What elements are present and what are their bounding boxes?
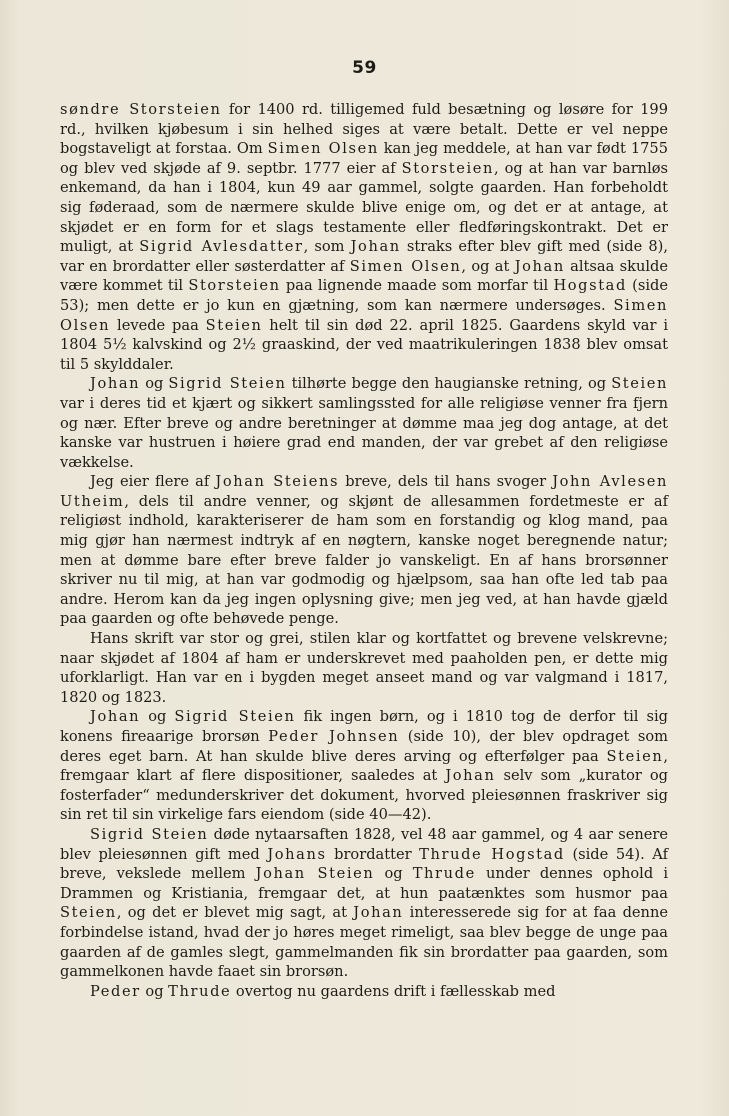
spaced-name: Simen Olsen	[267, 140, 379, 158]
spaced-name: Johan	[350, 238, 401, 256]
spaced-name: Johan	[353, 904, 404, 922]
paragraph	[60, 100, 668, 374]
spaced-name: Storsteien	[188, 277, 281, 295]
spaced-name: Johan	[90, 375, 141, 393]
text-run: for 1400 rd. tilligemed fuld besætning og løsøre for 199 rd., hvilken kjøbesum i sin helhed siges at være betalt. Dette er vel neppe bogstaveligt at forstaa. Om	[60, 101, 668, 158]
paragraph	[60, 374, 668, 472]
paragraph	[60, 707, 668, 825]
text-run: Hans skrift var stor og grei, stilen klar og kortfattet og brevene velskrevne; naar skjødet af 1804 af ham er underskrevet med paaholden pen, er dette mig uforklarligt. Han var en i bygden meget anseet mand og var valgmand i 1817, 1820 og 1823.	[60, 630, 668, 706]
text-run: , og at	[461, 257, 515, 275]
text-run: fik ingen børn, og i 1810 tog de derfor til sig konens fireaarige brorsøn	[60, 708, 668, 745]
text-run: under dennes ophold i Drammen og Kristiania, fremgaar det, at hun paatænktes som husmor paa	[60, 865, 668, 902]
paragraph	[60, 472, 668, 629]
spaced-name: Sigrid Steien	[174, 708, 296, 726]
text-run: og	[140, 708, 175, 726]
spaced-name: søndre Storsteien	[60, 101, 222, 118]
text-run: helt til sin død 22. april 1825. Gaardens skyld var i 1804 5½ kalvskind og 2½ graaskind, der ved maatrikuleringen 1838 blev omsat til 5 skylddaler.	[60, 316, 669, 373]
text-run: tilhørte begge den haugianske retning, og	[286, 375, 612, 393]
spaced-name: Peder Johnsen	[268, 728, 400, 745]
text-run: kan jeg meddele, at han var født 1755 og blev ved skjøde af 9. septbr. 1777 eier af	[60, 140, 668, 177]
spaced-name: Peder	[90, 982, 141, 1000]
text-run: straks efter blev gift med (side 8), var en brordatter eller søsterdatter af	[60, 238, 669, 275]
spaced-name: Hogstad	[553, 277, 627, 295]
text-run: var i deres tid et kjært og sikkert samlingssted for alle religiøse venner fra fjern og nær. Efter breve og andre beretninger at dømme maa jeg dog antage, at det kanske var hustruen i høiere grad end manden, der var grebet af den religiøse vækkelse.	[60, 394, 668, 471]
paragraph	[60, 982, 668, 1002]
text-run: brordatter	[326, 845, 420, 863]
spaced-name: Steien	[606, 747, 664, 765]
text-run: (side 53); men dette er jo kun en gjætning, som kan nærmere undersøges.	[60, 277, 669, 314]
text-run: selv som „kurator og fosterfader“ medunderskriver det dokument, hvorved pleiesønnen fraskriver sig sin ret til sin virkelige fars eiendom (side 40—42).	[60, 767, 668, 824]
text-run: , fremgaar klart af flere dispositioner, saaledes at	[60, 747, 668, 785]
spaced-name: Steien	[611, 375, 669, 393]
spaced-name: Johan Steien	[255, 865, 375, 883]
spaced-name: Storsteien	[401, 159, 494, 177]
text-run: levede paa	[110, 316, 206, 334]
text-run: døde nytaarsaften 1828, vel 48 aar gammel, og 4 aar senere blev pleiesønnen gift med	[60, 825, 669, 863]
text-run: altsaa skulde være kommet til	[60, 257, 669, 295]
spaced-name: Sigrid Steien	[90, 825, 209, 843]
spaced-name: John Avlesen Utheim	[60, 473, 669, 510]
spaced-name: Steien	[205, 316, 263, 334]
spaced-name: Thrude	[168, 982, 232, 1000]
text-run: , som	[303, 238, 351, 256]
spaced-name: Steien	[60, 904, 117, 922]
spaced-name: Simen Olsen	[349, 257, 462, 275]
text-run: og	[140, 982, 169, 1000]
text-run: Jeg eier flere af	[90, 473, 216, 491]
spaced-name: Johans	[267, 845, 327, 863]
text-run: (side 54). Af breve, vekslede mellem	[60, 845, 668, 883]
body-text	[60, 100, 668, 1001]
spaced-name: Johan Steiens	[215, 473, 340, 491]
paragraph	[60, 825, 668, 982]
text-run: interesserede sig for at faa denne forbindelse istand, hvad der jo høres meget rimeligt, saa blev begge de unge paa gaarden af de gamles slegt, gammelmanden fik sin brordatter paa gaarden, som gammelkonen havde faaet sin brorsøn.	[60, 904, 668, 981]
spaced-name: Sigrid Steien	[168, 375, 287, 393]
text-run: , og at han var barnløs enkemand, da han i 1804, kun 49 aar gammel, solgte gaarden. Han forbeholdt sig føderaad, som de nærmere skulde blive enige om, og det er at antage, at skjødet er en form for et slags testamente eller fledføringskontrakt. Det er muligt, at	[60, 159, 669, 256]
paragraph	[60, 629, 668, 707]
text-run: paa lignende maade som morfar til	[280, 277, 554, 295]
spaced-name: Johan	[445, 767, 496, 785]
text-run: , og det er blevet mig sagt, at	[116, 904, 354, 922]
text-run: breve, dels til hans svoger	[339, 473, 553, 491]
spaced-name: Thrude Hogstad	[419, 845, 565, 863]
text-run: (side 10), der blev opdraget som deres eget barn. At han skulde blive deres arving og efterfølger paa	[60, 728, 668, 765]
text-run: overtog nu gaardens drift i fællesskab med	[231, 982, 556, 1000]
spaced-name: Thrude	[412, 865, 476, 883]
spaced-name: Sigrid Avlesdatter	[139, 238, 304, 256]
spaced-name: Johan	[514, 257, 565, 275]
spaced-name: Simen Olsen	[60, 296, 668, 334]
page-number: 59	[352, 58, 377, 78]
text-run: og	[140, 375, 169, 393]
text-run: og	[374, 865, 413, 883]
text-run: , dels til andre venner, og skjønt de allesammen fordetmeste er af religiøst indhold, karakteriserer de ham som en forstandig og klog mand, paa mig gjør han nærmest indtryk af en nøgtern, kanske noget beregnende natur; men at dømme bare efter breve falder jo vanskeligt. En af hans brorsønner skriver nu til mig, at han var godmodig og hjælpsom, saa han ofte led tab paa andre. Herom kan da jeg ingen oplysning give; men jeg ved, at han havde gjæld paa gaarden og ofte behøvede penge.	[60, 492, 668, 628]
spaced-name: Johan	[90, 708, 141, 726]
